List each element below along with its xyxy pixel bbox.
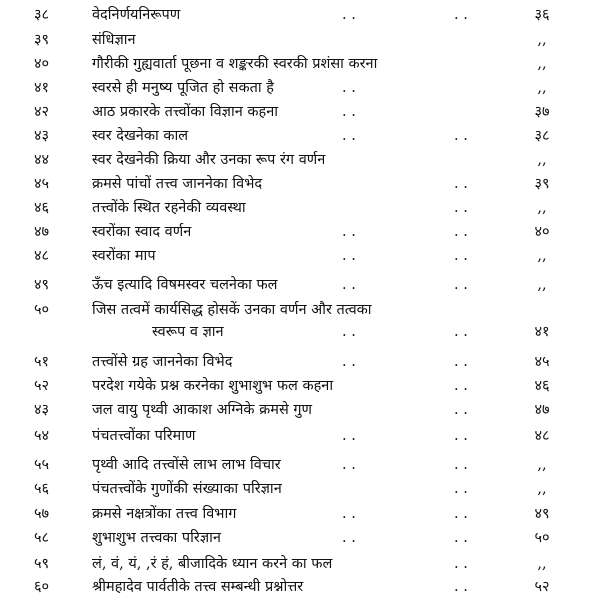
leader-dots: . . (342, 354, 356, 370)
toc-entry (0, 503, 600, 525)
entry-page: ३७ (534, 104, 550, 120)
entry-number: ४४ (34, 152, 50, 168)
entry-title: स्वर देखनेका काल (92, 128, 189, 144)
entry-number: ५१ (34, 354, 50, 370)
entry-title: पंचतत्त्वोंका परिमाण (92, 428, 196, 444)
entry-page: ,, (537, 80, 547, 96)
entry-page: ४९ (534, 506, 550, 522)
entry-title: श्रीमहादेव पार्वतीके तत्त्व सम्बन्धी प्रश्नोत्तर (92, 579, 304, 595)
entry-page: ३८ (534, 128, 550, 144)
entry-number: ४८ (34, 248, 50, 264)
toc-entry (0, 4, 600, 26)
entry-page: ४७ (534, 402, 550, 418)
toc-entry (0, 274, 600, 296)
toc-entry (0, 245, 600, 267)
entry-page: ४१ (534, 324, 550, 340)
entry-number: ५७ (34, 506, 50, 522)
toc-entry (0, 53, 600, 75)
entry-number: ४६ (34, 200, 50, 216)
toc-entry (0, 399, 600, 421)
entry-page: ५० (534, 530, 550, 546)
entry-title: क्रमसे पांचों तत्त्व जाननेका विभेद (92, 176, 263, 192)
toc-entry (0, 125, 600, 147)
entry-page: ,, (537, 56, 547, 72)
leader-dots: . . (454, 506, 468, 522)
leader-dots: . . (454, 224, 468, 240)
entry-number: ४७ (34, 224, 50, 240)
entry-title: लं, वं, यं, ,रं हं, बीजादिके ध्यान करने का फल (92, 556, 333, 572)
entry-number: ४० (34, 56, 50, 72)
entry-title: परदेश गयेके प्रश्न करनेका शुभाशुभ फल कहना (92, 378, 334, 394)
leader-dots: . . (454, 530, 468, 546)
entry-page: ३६ (534, 7, 550, 23)
entry-title: क्रमसे नक्षत्रोंका तत्त्व विभाग (92, 506, 237, 522)
entry-page: ,, (537, 457, 547, 473)
entry-title: पंचतत्त्वोंके गुणोंकी संख्याका परिज्ञान (92, 481, 282, 497)
entry-page: ,, (537, 152, 547, 168)
leader-dots: . . (342, 277, 356, 293)
toc-entry (0, 77, 600, 99)
leader-dots: . . (342, 80, 356, 96)
entry-page: ५२ (534, 579, 550, 595)
entry-title: संधिज्ञान (92, 32, 136, 48)
entry-number: ४१ (34, 80, 50, 96)
entry-number: ३८ (34, 7, 50, 23)
entry-title: जिस तत्वमें कार्यसिद्ध होसकें उनका वर्णन और तत्वका (92, 302, 372, 318)
entry-number: ५२ (34, 378, 50, 394)
toc-entry (0, 197, 600, 219)
toc-entry (0, 173, 600, 195)
entry-number: ४५ (34, 176, 50, 192)
leader-dots: . . (454, 277, 468, 293)
entry-title: शुभाशुभ तत्त्वका परिज्ञान (92, 530, 221, 546)
leader-dots: . . (454, 428, 468, 444)
leader-dots: . . (454, 176, 468, 192)
entry-number: ४९ (34, 277, 50, 293)
leader-dots: . . (454, 200, 468, 216)
entry-title: वेदनिर्णयनिरूपण (92, 7, 181, 23)
toc-entry (0, 454, 600, 476)
toc-entry (0, 29, 600, 51)
entry-page: ४६ (534, 378, 550, 394)
entry-page: ,, (537, 481, 547, 497)
leader-dots: . . (342, 457, 356, 473)
toc-entry (0, 478, 600, 500)
entry-page: ४५ (534, 354, 550, 370)
leader-dots: . . (342, 530, 356, 546)
entry-number: ६० (34, 579, 50, 595)
entry-page: ,, (537, 556, 547, 572)
entry-title: स्वरोंका माप (92, 248, 156, 264)
leader-dots: . . (454, 7, 468, 23)
entry-title: तत्त्वोंके स्थित रहनेकी व्यवस्था (92, 200, 246, 216)
leader-dots: . . (342, 104, 356, 120)
leader-dots: . . (342, 506, 356, 522)
leader-dots: . . (342, 248, 356, 264)
leader-dots: . . (454, 579, 468, 595)
entry-title-continued: स्वरूप व ज्ञान (152, 324, 224, 340)
entry-page: ३९ (534, 176, 550, 192)
leader-dots: . . (454, 324, 468, 340)
entry-title: आठ प्रकारके तत्त्वोंका विज्ञान कहना (92, 104, 279, 120)
entry-number: ५५ (34, 457, 50, 473)
entry-title: तत्त्वोंसे ग्रह जाननेका विभेद (92, 354, 233, 370)
leader-dots: . . (454, 457, 468, 473)
toc-entry (0, 101, 600, 123)
entry-number: ४३ (34, 128, 50, 144)
leader-dots: . . (454, 378, 468, 394)
entry-number: ४२ (34, 104, 50, 120)
entry-number: ३९ (34, 32, 50, 48)
leader-dots: . . (342, 128, 356, 144)
toc-entry (0, 149, 600, 171)
entry-title: जल वायु पृथ्वी आकाश अग्निके क्रमसे गुण (92, 402, 313, 418)
toc-entry (0, 576, 600, 598)
leader-dots: . . (454, 556, 468, 572)
toc-entry (0, 221, 600, 243)
leader-dots: . . (342, 324, 356, 340)
entry-title: स्वरसे ही मनुष्य पूजित हो सकता है (92, 80, 274, 96)
leader-dots: . . (454, 354, 468, 370)
entry-number: ५४ (34, 428, 50, 444)
entry-title: स्वरोंका स्वाद वर्णन (92, 224, 192, 240)
entry-title: गौरीकी गुह्यवार्ता पूछना व शङ्करकी स्वरकी प्रशंसा करना (92, 56, 378, 72)
leader-dots: . . (342, 224, 356, 240)
entry-title: पृथ्वी आदि तत्त्वोंसे लाभ लाभ विचार (92, 457, 281, 473)
entry-number: ५९ (34, 556, 50, 572)
leader-dots: . . (454, 402, 468, 418)
entry-page: ,, (537, 200, 547, 216)
leader-dots: . . (454, 248, 468, 264)
toc-entry (0, 299, 600, 343)
entry-page: ,, (537, 277, 547, 293)
entry-page: ,, (537, 32, 547, 48)
entry-page: ४८ (534, 428, 550, 444)
toc-entry (0, 553, 600, 575)
entry-number: ५८ (34, 530, 50, 546)
toc-entry (0, 375, 600, 397)
toc-entry (0, 527, 600, 549)
entry-page: ,, (537, 248, 547, 264)
entry-number: ५६ (34, 481, 50, 497)
entry-title: ऊँच इत्यादि विषमस्वर चलनेका फल (92, 277, 278, 293)
entry-page: ४० (534, 224, 550, 240)
leader-dots: . . (342, 428, 356, 444)
entry-number: ५० (34, 302, 50, 318)
entry-title: स्वर देखनेकी क्रिया और उनका रूप रंग वर्णन (92, 152, 326, 168)
entry-number: ४३ (34, 402, 50, 418)
toc-entry (0, 425, 600, 447)
leader-dots: . . (454, 481, 468, 497)
leader-dots: . . (454, 128, 468, 144)
toc-entry (0, 351, 600, 373)
leader-dots: . . (342, 7, 356, 23)
